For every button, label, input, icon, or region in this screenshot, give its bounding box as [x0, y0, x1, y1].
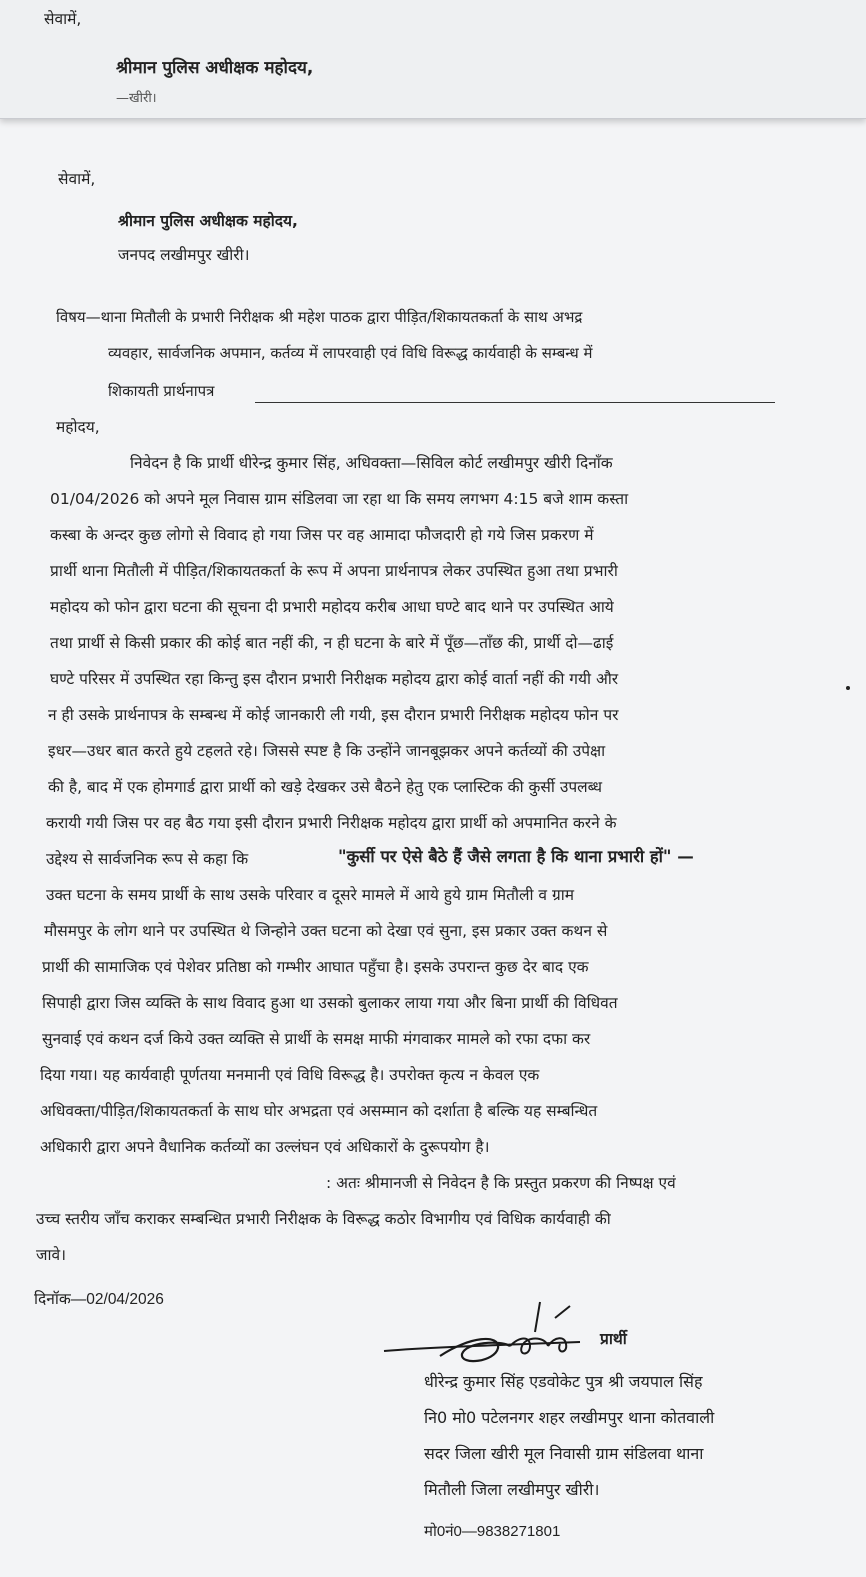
- request-line: उच्च स्तरीय जाँच कराकर सम्बन्धित प्रभारी निरीक्षक के विरूद्ध कठोर विभागीय एवं विधिक कार्यवाही की: [36, 1210, 611, 1228]
- body-line: कस्बा के अन्दर कुछ लोगो से विवाद हो गया जिस पर वह आमादा फौजदारी हो गये जिस प्रकरण में: [50, 526, 594, 544]
- signature-caption: प्रार्थी: [600, 1330, 627, 1348]
- letter-page: [0, 100, 866, 1577]
- sender-line: धीरेन्द्र कुमार सिंह एडवोकेट पुत्र श्री जयपाल सिंह: [424, 1372, 703, 1391]
- subject-underline: [255, 402, 775, 403]
- body-line: उक्त घटना के समय प्रार्थी के साथ उसके परिवार व दूसरे मामले में आये हुये ग्राम मितौली व ग्राम: [46, 886, 574, 904]
- sender-line: सदर जिला खीरी मूल निवासी ग्राम संडिलवा थाना: [424, 1444, 704, 1463]
- sender-phone: मो0नं0—9838271801: [424, 1523, 561, 1540]
- body-line: प्रार्थी की सामाजिक एवं पेशेवर प्रतिष्ठा को गम्भीर आघात पहुँचा है। इसके उपरान्त कुछ देर बाद एक: [42, 958, 589, 976]
- body-line: सिपाही द्वारा जिस व्यक्ति के साथ विवाद हुआ था उसको बुलाकर लाया गया और बिना प्रार्थी की विधिवत: [42, 994, 618, 1012]
- back-district-partial: —खीरी।: [116, 91, 157, 106]
- body-line: 01/04/2026 को अपने मूल निवास ग्राम संडिलवा जा रहा था कि समय लगभग 4:15 बजे शाम कस्ता: [50, 490, 629, 508]
- body-line: न ही उसके प्रार्थनापत्र के सम्बन्ध में कोई जानकारी ली गयी, इस दौरान प्रभारी निरीक्षक महोदय फोन पर: [48, 706, 619, 724]
- body-line: प्रार्थी थाना मितौली में पीड़ित/शिकायतकर्ता के रूप में अपना प्रार्थनापत्र लेकर उपस्थित हुआ तथा प्रभारी: [50, 562, 618, 580]
- quoted-remark: "कुर्सी पर ऐसे बैठे हैं जैसे लगता है कि थाना प्रभारी हों" —: [338, 847, 694, 866]
- body-line: मौसमपुर के लोग थाने पर उपस्थित थे जिन्होने उक्त घटना को देखा एवं सुना, इस प्रकार उक्त कथन से: [44, 922, 608, 940]
- addressee-line-2: जनपद लखीमपुर खीरी।: [118, 246, 250, 264]
- back-addressee: श्रीमान पुलिस अधीक्षक महोदय,: [116, 58, 314, 78]
- request-line: जावे।: [36, 1246, 67, 1264]
- handwritten-signature: [380, 1296, 610, 1376]
- date: दिनॉक—02/04/2026: [34, 1291, 164, 1308]
- sender-line: मितौली जिला लखीमपुर खीरी।: [424, 1480, 600, 1499]
- body-line: अधिकारी द्वारा अपने वैधानिक कर्तव्यों का उल्लंघन एवं अधिकारों के दुरूपयोग है।: [40, 1138, 490, 1156]
- body-line: घण्टे परिसर में उपस्थित रहा किन्तु इस दौरान प्रभारी निरीक्षक महोदय द्वारा कोई वार्ता नहीं की गयी और: [50, 670, 619, 688]
- subject-line: व्यवहार, सार्वजनिक अपमान, कर्तव्य में लापरवाही एवं विधि विरूद्ध कार्यवाही के सम्बन्ध में: [108, 344, 593, 362]
- addressee-line-1: श्रीमान पुलिस अधीक्षक महोदय,: [118, 212, 298, 230]
- body-line: करायी गयी जिस पर वह बैठ गया इसी दौरान प्रभारी निरीक्षक महोदय द्वारा प्रार्थी को अपमानित करने के: [46, 814, 617, 832]
- body-line: सुनवाई एवं कथन दर्ज किये उक्त व्यक्ति से प्रार्थी के समक्ष माफी मंगवाकर मामले को रफा दफा कर: [42, 1030, 591, 1048]
- ink-speck: [846, 686, 850, 690]
- body-line: उद्देश्य से सार्वजनिक रूप से कहा कि: [46, 850, 249, 868]
- body-line: तथा प्रार्थी से किसी प्रकार की कोई बात नहीं की, न ही घटना के बारे में पूँछ—ताँछ की, प्रार्थी दो—ढाई: [50, 634, 614, 652]
- request-line: : अतः श्रीमानजी से निवेदन है कि प्रस्तुत प्रकरण की निष्पक्ष एवं: [326, 1174, 676, 1192]
- sender-line: नि0 मो0 पटेलनगर शहर लखीमपुर थाना कोतवाली: [424, 1408, 715, 1427]
- subject-line: विषय—थाना मितौली के प्रभारी निरीक्षक श्री महेश पाठक द्वारा पीड़ित/शिकायतकर्ता के साथ अभद्र: [56, 308, 583, 326]
- body-line: अधिवक्ता/पीड़ित/शिकायतकर्ता के साथ घोर अभद्रता एवं असम्मान को दर्शाता है बल्कि यह सम्बन्धित: [40, 1102, 598, 1120]
- back-salutation: सेवामें,: [44, 10, 82, 28]
- subject-line: शिकायती प्रार्थनापत्र: [108, 382, 215, 400]
- body-line: महोदय को फोन द्वारा घटना की सूचना दी प्रभारी महोदय करीब आधा घण्टे बाद थाने पर उपस्थित आये: [50, 598, 614, 616]
- salutation: सेवामें,: [58, 170, 96, 188]
- greeting: महोदय,: [56, 418, 100, 436]
- body-line: इधर—उधर बात करते हुये टहलते रहे। जिससे स्पष्ट है कि उन्होंने जानबूझकर अपने कर्तव्यों की उपेक्षा: [48, 742, 606, 760]
- back-page-strip: [0, 0, 866, 119]
- body-line: की है, बाद में एक होमगार्ड द्वारा प्रार्थी को खड़े देखकर उसे बैठने हेतु एक प्लास्टिक की कुर्सी उपलब्ध: [48, 778, 603, 796]
- body-line: निवेदन है कि प्रार्थी धीरेन्द्र कुमार सिंह, अधिवक्ता—सिविल कोर्ट लखीमपुर खीरी दिनाँक: [130, 454, 613, 472]
- body-line: दिया गया। यह कार्यवाही पूर्णतया मनमानी एवं विधि विरूद्ध है। उपरोक्त कृत्य न केवल एक: [40, 1066, 540, 1084]
